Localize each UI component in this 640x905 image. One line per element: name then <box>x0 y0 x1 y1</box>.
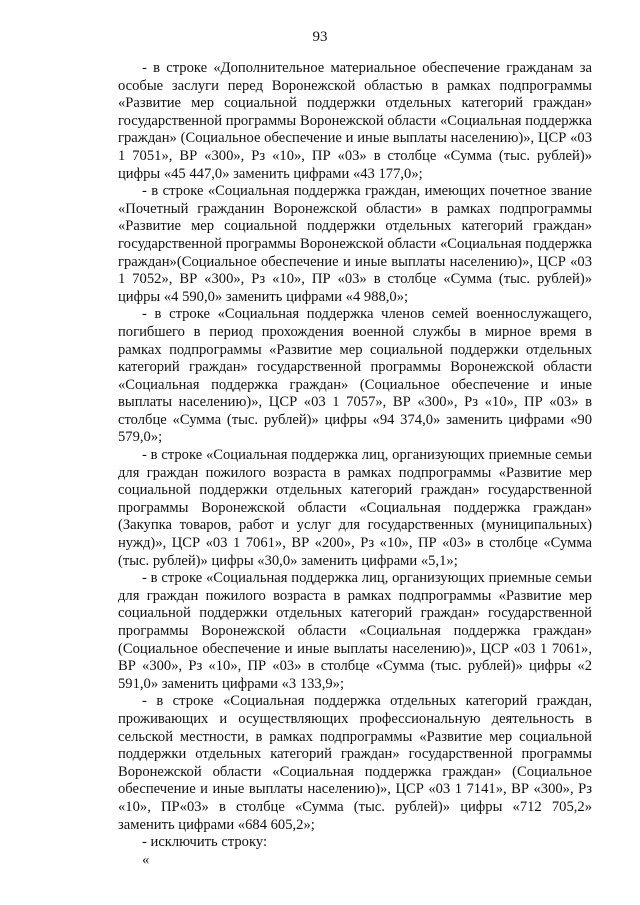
paragraph-exclude-line: - исключить строку: <box>142 834 268 851</box>
paragraph-foster-families-procurement: - в строке «Социальная поддержка лиц, организующих приемные семьи для граждан пожилого возраста в рамках подпрограммы «Развитие мер социальной поддержки отдельных категорий граждан» государственной программы Воронежской области «Социальная поддержка граждан» (Закупка товаров, работ и услуг для государственных (муниципальных) нужд)», ЦСР «03 1 7061», ВР «200», Рз «10», ПР «03» в столбце «Сумма (тыс. рублей)» цифры «30,0» заменить цифрами «5,1»; <box>118 447 592 569</box>
paragraph-rural-specialists: - в строке «Социальная поддержка отдельных категорий граждан, проживающих и осуществляющих профессиональную деятельность в сельской местности, в рамках подпрограммы «Развитие мер социальной поддержки отдельных категорий граждан» государственной программы Воронежской области «Социальная поддержка граждан» (Социальное обеспечение и иные выплаты населению)», ЦСР «03 1 7141», ВР «300», Рз «10», ПР«03» в столбце «Сумма (тыс. рублей)» цифры «712 705,2» заменить цифрами «684 605,2»; <box>118 693 592 833</box>
opening-quote-mark: « <box>142 851 150 868</box>
paragraph-foster-families-payments: - в строке «Социальная поддержка лиц, организующих приемные семьи для граждан пожилого возраста в рамках подпрограммы «Развитие мер социальной поддержки отдельных категорий граждан» государственной программы Воронежской области «Социальная поддержка граждан» (Социальное обеспечение и иные выплаты населению)», ЦСР «03 1 7061», ВР «300», Рз «10», ПР «03» в столбце «Сумма (тыс. рублей)» цифры «2 591,0» заменить цифрами «3 133,9»; <box>118 570 592 692</box>
paragraph-additional-support: - в строке «Дополнительное материальное обеспечение гражданам за особые заслуги перед Воронежской областью в рамках подпрограммы «Развитие мер социальной поддержки отдельных категорий граждан» государственной программы Воронежской области «Социальная поддержка граждан» (Социальное обеспечение и иные выплаты населению)», ЦСР «03 1 7051», ВР «300», Рз «10», ПР «03» в столбце «Сумма (тыс. рублей)» цифры «45 447,0» заменить цифрами «43 177,0»; <box>118 60 592 182</box>
paragraph-honorary-citizen: - в строке «Социальная поддержка граждан, имеющих почетное звание «Почетный гражданин Воронежской области» в рамках подпрограммы «Развитие мер социальной поддержки отдельных категорий граждан» государственной программы Воронежской области «Социальная поддержка граждан»(Социальное обеспечение и иные выплаты населению)», ЦСР «03 1 7052», ВР «300», Рз «10», ПР «03» в столбце «Сумма (тыс. рублей)» цифры «4 590,0» заменить цифрами «4 988,0»; <box>118 183 592 305</box>
page-number: 93 <box>312 29 328 45</box>
paragraph-military-families: - в строке «Социальная поддержка членов семей военнослужащего, погибшего в период прохождения военной службы в мирное время в рамках подпрограммы «Развитие мер социальной поддержки отдельных категорий граждан» государственной программы Воронежской области «Социальная поддержка граждан» (Социальное обеспечение и иные выплаты населению)», ЦСР «03 1 7057», ВР «300», Рз «10», ПР «03» в столбце «Сумма (тыс. рублей)» цифры «94 374,0» заменить цифрами «90 579,0»; <box>118 306 592 446</box>
document-body <box>118 60 592 869</box>
